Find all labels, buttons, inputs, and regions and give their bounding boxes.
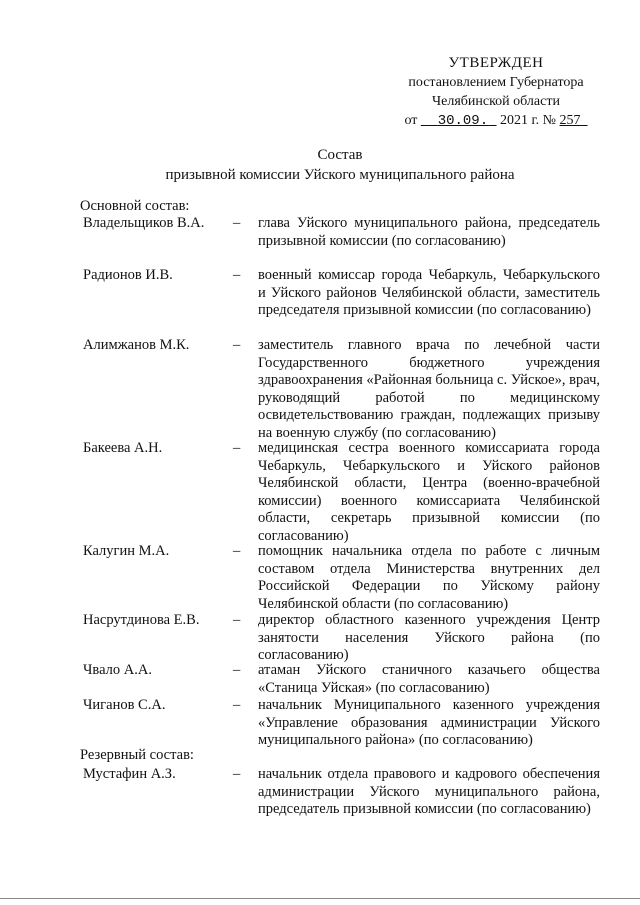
approval-line-1: постановлением Губернатора [408, 75, 584, 90]
approval-stamp [380, 54, 612, 131]
member-description: военный комиссар города Чебаркуль, Чебаркульского и Уйского районов Челябинской области, заместитель председателя призывной комиссии (по согласованию) [258, 267, 600, 318]
page-bottom-edge [0, 898, 640, 899]
member-description: начальник отдела правового и кадрового обеспечения администрации Уйского муниципального района, председатель призывной комиссии (по согласованию) [258, 766, 600, 817]
approval-year: 2021 г. № [500, 113, 557, 128]
member-description: помощник начальника отдела по работе с личным составом отдела Министерства внутренних дел Российской Федерации по Уйскому району Челябинской области (по согласованию) [258, 543, 600, 612]
title-line-2: призывной комиссии Уйского муниципального района [165, 167, 515, 183]
member-dash: – [233, 662, 241, 678]
member-dash: – [233, 215, 241, 231]
member-name: Алимжанов М.К. [83, 337, 190, 353]
member-name: Калугин М.А. [83, 543, 170, 559]
member-dash: – [233, 337, 241, 353]
approval-number: 257 [559, 113, 581, 128]
member-name: Владельщиков В.А. [83, 215, 205, 231]
member-dash: – [233, 440, 241, 456]
date-prefix: от [404, 113, 418, 128]
member-description: атаман Уйского станичного казачьего общества «Станица Уйская» (по согласованию) [258, 662, 600, 696]
main-composition-label: Основной состав: [80, 198, 190, 214]
member-dash: – [233, 697, 241, 713]
member-name: Мустафин А.З. [83, 766, 176, 782]
reserve-composition-label: Резервный состав: [80, 747, 194, 763]
member-description: директор областного казенного учреждения Центр занятости населения Уйского района (по согласованию) [258, 612, 600, 663]
member-name: Насрутдинова Е.В. [83, 612, 200, 628]
member-name: Чиганов С.А. [83, 697, 166, 713]
member-description: начальник Муниципального казенного учреждения «Управление образования администрации Уйского муниципального района» (по согласованию) [258, 697, 600, 748]
document-title [0, 145, 640, 185]
member-description: медицинская сестра военного комиссариата города Чебаркуль, Чебаркульского и Уйского районов Челябинской области, Центра (военно-врачебной комиссии) военного комиссариата Челябинской области, секретарь призывной комиссии (по согласованию) [258, 440, 600, 544]
approval-heading: УТВЕРЖДЕН [448, 55, 544, 71]
approval-line-2: Челябинской области [432, 94, 560, 109]
member-description: заместитель главного врача по лечебной части Государственного бюджетного учреждения здравоохранения «Районная больница с. Уйское», врач, руководящий работой по медицинскому освидетельствованию граждан, подлежащих призыву на военную службу (по согласованию) [258, 337, 600, 441]
member-name: Бакеева А.Н. [83, 440, 163, 456]
member-description: глава Уйского муниципального района, председатель призывной комиссии (по согласованию) [258, 215, 600, 249]
member-name: Чвало А.А. [83, 662, 152, 678]
member-dash: – [233, 543, 241, 559]
member-name: Радионов И.В. [83, 267, 173, 283]
member-dash: – [233, 267, 241, 283]
member-dash: – [233, 766, 241, 782]
member-dash: – [233, 612, 241, 628]
title-line-1: Состав [317, 147, 363, 163]
approval-date-line [380, 111, 612, 131]
approval-date: 30.09. [437, 113, 489, 129]
